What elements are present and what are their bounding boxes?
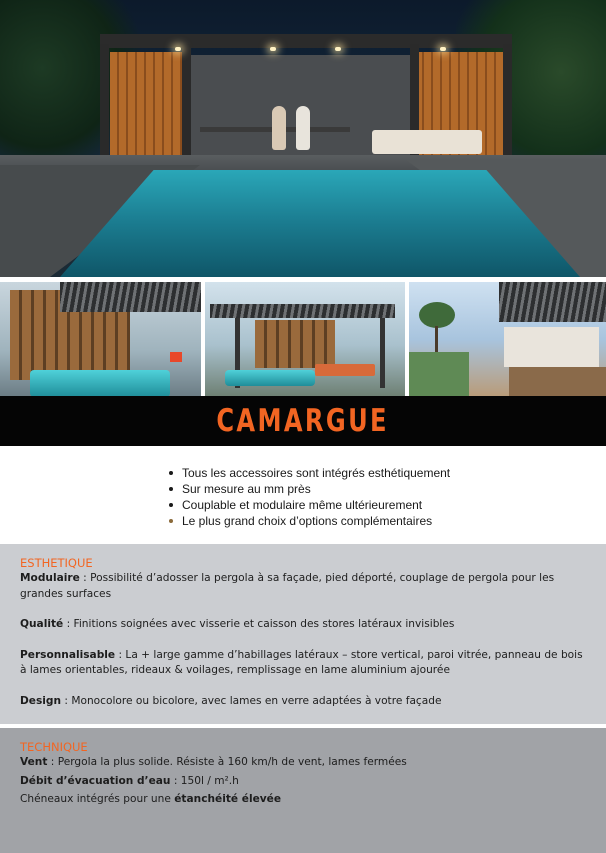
shrubs xyxy=(409,352,469,397)
wood-panel-left xyxy=(110,52,185,157)
spec-label: Personnalisable xyxy=(20,648,116,661)
fire-icon xyxy=(170,352,182,362)
spec-modulaire xyxy=(20,571,586,602)
section-heading: TECHNIQUE xyxy=(20,740,88,754)
pergola-post xyxy=(182,44,191,162)
pergola-post xyxy=(100,44,109,162)
ceiling-light xyxy=(335,47,341,51)
spec-text: : Pergola la plus solide. Résiste à 160 km/h de vent, lames fermées xyxy=(47,756,407,768)
spec-text: : 150l / m².h xyxy=(170,774,239,787)
lounge-sofa xyxy=(372,130,482,154)
spec-label: Qualité xyxy=(20,618,64,630)
spec-vent xyxy=(20,755,586,771)
terrace-floor xyxy=(509,367,606,397)
spec-label: Design xyxy=(20,694,62,707)
thumbnail-spa-pergola xyxy=(0,282,201,397)
spec-cheneaux xyxy=(20,792,586,808)
feature-item: Sur mesure au mm près xyxy=(168,481,588,497)
thumbnail-lake-terrace xyxy=(409,282,606,397)
ceiling-light xyxy=(175,47,181,51)
lounge-sofa xyxy=(315,364,375,376)
spec-label: Modulaire xyxy=(20,572,80,584)
feature-item: Le plus grand choix d’options complémentaires xyxy=(168,513,588,529)
spec-label: Vent xyxy=(20,756,48,768)
ceiling-light xyxy=(270,47,276,51)
feature-list xyxy=(168,465,588,529)
spec-label: Débit d’évacuation d’eau xyxy=(20,774,171,787)
ceiling-light xyxy=(440,47,446,51)
spa-tub xyxy=(225,370,315,386)
roof-louvres xyxy=(210,304,395,318)
technique-section xyxy=(0,728,606,853)
roof-louvres xyxy=(60,282,201,312)
spec-qualite xyxy=(20,617,586,633)
spec-design xyxy=(20,694,586,710)
person xyxy=(296,106,310,150)
house-wall xyxy=(504,327,599,367)
feature-item: Tous les accessoires sont intégrés esthétiquement xyxy=(168,465,588,481)
esthetique-section xyxy=(0,544,606,724)
spec-text: : Finitions soignées avec visserie et caisson des stores latéraux invisibles xyxy=(63,618,455,630)
spa-tub xyxy=(30,370,170,397)
spec-personnalisable xyxy=(20,648,586,679)
spec-text: : La + large gamme d’habillages latéraux – store vertical, paroi vitrée, panneau de bois à lames orientables, rideaux & voilages, remplissage en lame aluminium ajourée xyxy=(20,648,583,676)
wood-slats xyxy=(255,320,335,368)
pergola-roof xyxy=(100,34,512,48)
person xyxy=(272,106,286,150)
pergola-post xyxy=(380,318,385,388)
roof-louvres xyxy=(499,282,606,322)
thumbnail-terrace-pergola xyxy=(205,282,405,397)
hero-photo xyxy=(0,0,606,277)
tree xyxy=(419,302,455,328)
spec-emphasis: étanchéité élevée xyxy=(174,793,282,805)
section-heading: ESTHETIQUE xyxy=(20,556,93,570)
spec-text: : Possibilité d’adosser la pergola à sa façade, pied déporté, couplage de pergola pour les grandes surfaces xyxy=(20,572,555,600)
feature-item: Couplable et modulaire même ultérieurement xyxy=(168,497,588,513)
spec-text: : Monocolore ou bicolore, avec lames en verre adaptées à votre façade xyxy=(61,694,442,707)
pergola-post xyxy=(503,44,512,162)
title-band xyxy=(0,396,606,446)
spec-text: Chéneaux intégrés pour une xyxy=(20,793,175,805)
product-title: CAMARGUE xyxy=(216,403,390,439)
spec-debit xyxy=(20,774,586,790)
